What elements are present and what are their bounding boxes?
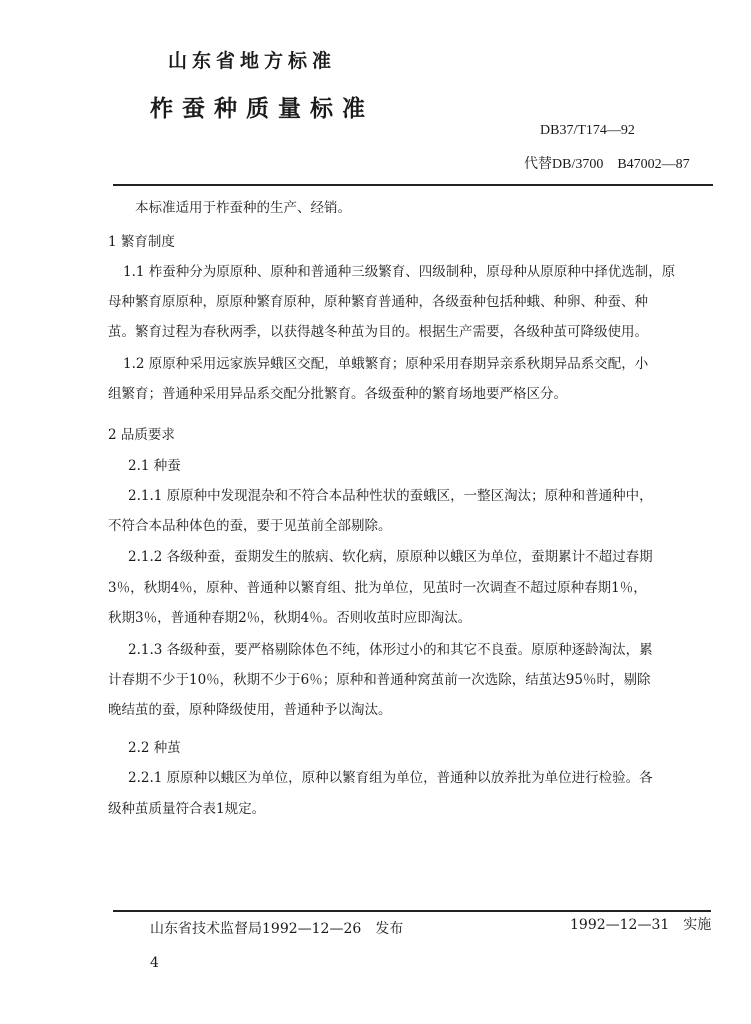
clause-2-1-3-line-2: 计春期不少于10％，秋期不少于6％；原种和普通种窝茧前一次选除，结茧达95％时，剔除 (108, 672, 651, 688)
clause-2-2-1-line-2: 级种茧质量符合表1规定。 (108, 801, 266, 817)
header-divider (113, 184, 713, 186)
clause-2-1-1-line-1: 2.1.1 原原种中发现混杂和不符合本品种性状的蚕蛾区，一整区淘汰；原种和普通种中， (128, 488, 653, 504)
scope-paragraph: 本标准适用于柞蚕种的生产、经销。 (135, 200, 351, 216)
section-1-heading: 1 繁育制度 (108, 234, 175, 250)
standard-number: DB37/T174—92 (540, 123, 635, 138)
clause-1-1-line-3: 茧。繁育过程为春秋两季，以获得越冬种茧为目的。根据生产需要，各级种茧可降级使用。 (108, 324, 648, 340)
clause-2-1-1-line-2: 不符合本品种体色的蚕，要于见茧前全部剔除。 (108, 518, 392, 534)
section-2-heading: 2 品质要求 (108, 427, 175, 443)
clause-1-1-line-2: 母种繁育原原种，原原种繁育原种，原种繁育普通种，各级蚕种包括种蛾、种卵、种蚕、种 (108, 294, 648, 310)
replaces-standard: 代替DB/3700 B47002—87 (524, 157, 690, 172)
subsection-2-2-heading: 2.2 种茧 (128, 740, 181, 756)
footer-divider (113, 910, 711, 912)
issuer-line: 山东省技术监督局1992—12—26 发布 (150, 921, 404, 937)
clause-2-1-2-line-3: 秋期3％，普通种春期2％，秋期4％。否则收茧时应即淘汰。 (108, 610, 472, 626)
effective-date-line: 1992—12—31 实施 (570, 917, 712, 933)
doc-title: 柞蚕种质量标准 (150, 96, 374, 122)
clause-2-1-2-line-1: 2.1.2 各级种蚕，蚕期发生的脓病、软化病，原原种以蛾区为单位，蚕期累计不超过春期 (128, 549, 653, 565)
clause-2-1-2-line-2: 3％，秋期4％，原种、普通种以繁育组、批为单位，见茧时一次调查不超过原种春期1％， (108, 580, 647, 596)
clause-1-1-line-1: 1.1 柞蚕种分为原原种、原种和普通种三级繁育、四级制种，原母种从原原种中择优选制，原 (123, 264, 676, 280)
clause-1-2-line-1: 1.2 原原种采用远家族异蛾区交配，单蛾繁育；原种采用春期异亲系秋期异品系交配，小 (123, 356, 649, 372)
clause-1-2-line-2: 组繁育；普通种采用异品系交配分批繁育。各级蚕种的繁育场地要严格区分。 (108, 386, 567, 402)
page-number: 4 (150, 955, 159, 971)
org-title: 山东省地方标准 (168, 50, 337, 72)
clause-2-1-3-line-1: 2.1.3 各级种蚕，要严格剔除体色不纯，体形过小的和其它不良蚕。原原种逐龄淘汰，累 (128, 642, 653, 658)
subsection-2-1-heading: 2.1 种蚕 (128, 458, 181, 474)
clause-2-1-3-line-3: 晚结茧的蚕，原种降级使用，普通种予以淘汰。 (108, 702, 392, 718)
clause-2-2-1-line-1: 2.2.1 原原种以蛾区为单位，原种以繁育组为单位，普通种以放养批为单位进行检验。各 (128, 770, 653, 786)
